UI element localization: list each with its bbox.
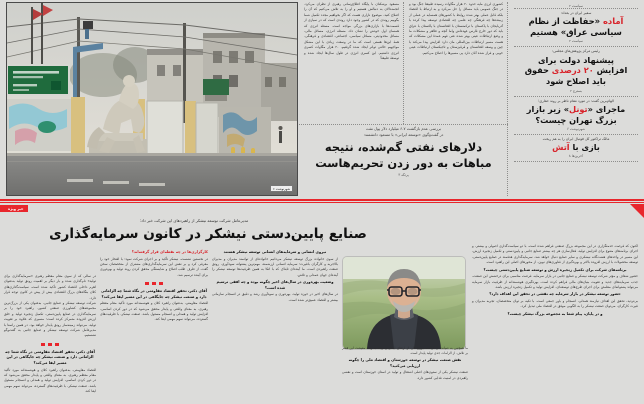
headline-title bbox=[514, 16, 638, 38]
headline-item-2[interactable] bbox=[514, 47, 638, 95]
feature-kicker: مدیرعامل شرکت توسعه نیشکر از راهبردهای این شرکت خبر داد: bbox=[139, 218, 249, 223]
headline-reference: شهرنوشت ۶ bbox=[566, 126, 586, 131]
lead-body-column-a bbox=[404, 0, 508, 124]
body-text: اقتصاد مقاومتی، به‌عنوان راهبرد کلان و هوشمندانه مورد تأکید مقام معظم رهبری، به معنای واقعی و پایدار محقق می‌شود که در دور کردن اساسی، افزایش تولید و همدلی و انسجام مسئول باشد. صنعت نیشکر، با ظرفیت‌های گسترده، می‌تواند سهم مهمی ایفا کند. bbox=[100, 301, 208, 322]
corner-accent bbox=[630, 204, 644, 218]
photo-artwork bbox=[7, 3, 297, 195]
question-heading: برنامه‌های شرکت برای تکمیل زنجیره ارزش و توسعه صنایع پایین‌دستی چیست؟ bbox=[483, 267, 627, 272]
headline-title: ماجرای «تونل» زیر بازار بزرگ تهران چیست؟ bbox=[526, 103, 626, 125]
headline-item-4[interactable] bbox=[514, 135, 638, 162]
question-heading-red: کارگزاری‌ها در چه نقطه‌ای قرار گرفته‌اند؟ bbox=[131, 250, 208, 254]
body-text: اکنون که فرصت خدمتگزاری در این مجموعه بزرگ صنعتی فراهم شده است، با دو سیاست‌گذاری اصولی و بیشتر، و اجرای برنامه‌های متنوع برای افزایش تولید، فعال‌سازی هر چه بیشتر صنایع جانبی و پایین‌دستی و تکمیل زنجیره ارزش، این مسیر در واحدهای هشت‌گانه نیشکری و سایر صنایع دنبال خواهد شد. سرمایه‌گذاری هدفمند در صنایع پایین‌دستی، توسعه محصولات با ارزش افزوده بالاتر و بهره‌گیری از فناوری‌های نوین، از محورهای اصلی این راهبرد است. bbox=[472, 244, 638, 265]
body-text: در نخستین نشست، نیشکر تأکید و بر اجرای شرکت نمود؛ با افتخار خود را معرفی کرد و بر نقش این سرمایه‌گذاری‌های مشترک از متخصصان سخن گفت. از طرف طلب اصلاح و شایستگی محقق کردن روند تولید و بهره‌وری برای آینده ترسیم شد. bbox=[100, 256, 208, 277]
divider-dotted bbox=[514, 161, 638, 162]
question-heading: حضور توسعه نیشکر در بازار سرمایه چه نقشی در تحقق این اهداف دارد؟ bbox=[489, 292, 621, 297]
headline-item-3[interactable] bbox=[514, 97, 638, 134]
bottom-section bbox=[0, 204, 644, 404]
divider-dotted bbox=[299, 124, 508, 125]
headlines-column bbox=[508, 0, 644, 200]
body-text: اقتصاد مقاومتی، به‌عنوان راهبرد کلان و هوشمندانه مورد تأکید مقام معظم رهبری، به معنای واقعی و پایدار محقق می‌شود که در دور کردن اساسی، افزایش تولید و همدلی و انسجام مسئول باشد. صنعت نیشکر، با ظرفیت‌های گسترده، می‌تواند سهم مهمی ایفا کند. bbox=[4, 367, 96, 394]
intro-text-2: شرکت توسعه نیشکر و صنایع جانبی، به‌عنوان یکی از بزرگ‌ترین مجموعه‌های کشاورزی صنعتی کشور، راهبرد خود را بر سرمایه‌گذاری در صنایع پایین‌دستی، تکمیل زنجیره تولید و خلق ارزش افزوده متمرکز کرده است؛ مسیری که علاوه بر تقویت تولید، می‌تواند زمینه‌ساز رونق پایدار خواهد بود. در همین راستا با مدیرعامل شرکت توسعه نیشکر و صنایع جانبی به گفت‌وگو نشستیم. bbox=[4, 301, 96, 338]
headline-title: پیشنهاد دولت برای افزایش ۲۰ درصدی حقوق باید اصلاح شود bbox=[524, 54, 628, 87]
lead-kicker-1: بررسی عدم بازگشت ۶.۷ میلیارد دلار پول نفت bbox=[366, 126, 441, 131]
headline-kicker: مالک تراکتور کل فوتبال ایران را به هم ریخت bbox=[542, 136, 610, 141]
lead-story[interactable] bbox=[299, 126, 508, 177]
body-text: بی‌تردید، تحقق این اهداف نیازمند همدلی، انسجام و باور جمعی است. با تکیه بر توان متخصصان، تجربه مدیران و غیرت کارگران، می‌توان صنعت نیشکر را به الگویی موفق در اقتصاد ملی تبدیل کرد. bbox=[472, 298, 638, 309]
headline-reference: آخرین‌ها ۸ bbox=[568, 154, 584, 159]
street-statue-photo bbox=[6, 2, 298, 196]
top-reference: سیاست ۲ bbox=[569, 3, 583, 8]
feature-column-3 bbox=[212, 248, 338, 402]
question-heading: و در پایان، پیام شما به مجموعه بزرگ نیشکر چیست؟ bbox=[507, 311, 603, 316]
feature-column-5 bbox=[4, 248, 96, 402]
headline-kicker: رئیس مرکز پژوهش‌های مجلس: bbox=[552, 49, 600, 54]
top-section bbox=[0, 0, 644, 200]
lead-headline: دلارهای نفتی گم‌شده، نتیجه مباهات به دور زدن تحریم‌هاست bbox=[315, 140, 492, 170]
question-heading: وضعیت بهره‌وری در سال‌های اخیر چگونه بوده و چه افقی ترسیم شده است؟ bbox=[216, 280, 334, 290]
decorative-separator bbox=[145, 282, 163, 285]
feature-headline: صنایع پایین‌دستی نیشکر در کانون سرمایه‌گذاری bbox=[49, 226, 367, 242]
feature-column-2 bbox=[342, 248, 468, 402]
body-text: حضور شفاف و مؤثر شرکت توسعه نیشکر و صنایع جانبی در بازار سرمایه، فرصت مناسبی برای درخشش این صنعت، جذب سرمایه‌های جدید و تقویت بنیان‌های مالی فراهم کرده است. بهره‌گیری هوشمندانه از ظرفیت بازار سرمایه می‌تواند پشتوانه‌ای مطمئن برای اجرای طرح‌های توسعه‌ای، افزایش تولید و تکمیل زنجیره ارزش باشد. bbox=[472, 274, 638, 289]
headline-item-1[interactable] bbox=[514, 9, 638, 47]
decorative-separator bbox=[41, 343, 59, 346]
lead-kicker-2: در گفت‌وگوی «توسعه ایرانی» با مسعود دانشمند: bbox=[363, 131, 444, 137]
status-badge: خبر ویژه bbox=[0, 205, 28, 212]
question-heading: آقای دکتر، تحقق اقتصاد مقاومتی در نگاه شما چه الزاماتی دارد و صنعت نیشکر چه جایگاهی در این مسیر ایفا می‌کند؟ bbox=[101, 289, 207, 299]
headline-rest: «حفاظت از نظام سیاسی عراق» هستیم bbox=[528, 15, 622, 37]
body-text: در سال‌های اخیر در حوزه تولید، بهره‌وری و سودآوری رشد و دقیق در انسجام سازمانی بیشتر و اقتصاد عمیق‌تر شده است. bbox=[212, 292, 338, 302]
lead-reference: پرتگه ۳ bbox=[398, 172, 409, 177]
body-text: صنعت نیشکر یکی از ستون‌های اصلی اشتغال و تولید در استان خوزستان است و نقشی راهبردی در امنیت غذایی کشور دارد. bbox=[342, 370, 468, 380]
headline-red-word: ۲۰ درصدی bbox=[551, 65, 594, 76]
headline-red-word: آماده bbox=[600, 15, 624, 26]
headline-kicker: سفیر ایران در بغداد: bbox=[560, 10, 592, 15]
body-text: کشوری لرزی مایه حدود ۲۰ هزار مگاوات رسیده طبیعتا جنگ بود و در جنگ عمومی باید مسائل را حل می‌کرد و به ارتباط با اقتصاد بلکه قابل عملی بهتر شده روابط با کشورهای همسایه در عملی از زیبنده‌ها چه فرهنگی چه علمی چه اقتصادی توسعه پیدا کرده با آذربایجان با پاکستان با ترکمنستان با افغانستان با پاکستان با عراق باید که دور خارج قارس عهده‌اش واما آنچه و ظاهر و مشکلات ما و وضع ارتباطات عینی بهتر شده عنی فهم عمدهٔ این مشکلات که هست مسیر ارتباطات بین‌المللی مان دارد افزایش پیدا می‌کند با چین و وسعه افغانستان و قرقیزستان و تاجیکستان ارتباطات عینی خوبی و فراز شده آنان دارد پی مسیرها را اصلاح می‌کنیم. bbox=[409, 2, 503, 55]
question-heading: آقای دکتر، تحقق اقتصاد مقاومتی در نگاه شما چه الزاماتی دارد و صنعت نیشکر چه جایگاهی در این مسیر ایفا می‌کند؟ bbox=[5, 349, 95, 365]
feature-column-1 bbox=[472, 244, 638, 402]
headline-reference: سیاست ۲ bbox=[569, 39, 583, 44]
photo-caption-text: ما همچنین به صیانت از کرامت نیروی کار، از ارتقای ایمنی و توجه به رفاه معیشت این قشر بر تلاش، از الزامات جدی تولید پایدار است. bbox=[342, 346, 468, 356]
question-heading: نقش صنعت نیشکر در توسعه خوزستان و اقتصاد ملی را چگونه ارزیابی می‌کنید؟ bbox=[348, 358, 462, 368]
photo-caption: شهرنوشت ۶ bbox=[270, 185, 293, 192]
intro-text: در سالی که از سوی مقام معظم رهبری «سرمایه‌گذاری برای تولید» نام‌گذاری شده و بار دیگر بر اهمیت رونق تولید به‌عنوان اهرم داخلی اقتصاد کشور تأکید شده است، سیاست‌گذاری‌های کلان بنگاه‌های بزرگ اقتصادی بیش از پیش در کانون توجه قرار دارد. bbox=[4, 274, 96, 300]
section-divider-red bbox=[0, 199, 644, 201]
headline-red-word: آتش bbox=[552, 142, 570, 153]
body-text: مسعود برشکنان با پایگاه اطلاع‌رسانی رهبری از نظران می‌کرد. انجمه‌دالان به دنبالش هستیم و او را به تلاش می‌کنیم که آن را اصلاح کنید. موضوع ناراری هست که اگر بخواهیم مجدد تکمیل شما بگوییم روندی که در کشور وجود دارد روندی است که در سیازی از قسمت‌ها با بازاری‌های بزرگی مواجه است. مسئله انرژی که همسان اول خودش را نشان داد. مسئله انرژی، مسائل مالی، مسائل محدودیتی، مسائل سیاسی، اجتماعی، اقتصادی و فرهنگی. همهٔ این‌ها هستی است که ما در وسعت زیادی با این مشکل مواجهیم حالتی توانر ایجاد شده گرفتیم. ۲۰ هزار مگاوات کسری انرژی داشتیم. این کسری انرژی در طول سال‌ها ایجاد شده و توسعهٔ طبیعتاً bbox=[304, 2, 399, 61]
question-heading: نیروی انسانی و سرمایه‌های انسانی توسعه نیشکر هستند bbox=[223, 250, 327, 254]
headline-reference: بسترج ۲ bbox=[570, 88, 582, 93]
headline-red-word: تونل bbox=[569, 103, 588, 114]
headline-kicker: الهام‌برین گفت: در مورد مقام ناظر بر روند حفاری؛ bbox=[538, 98, 614, 103]
section-divider-red-thin bbox=[0, 202, 644, 203]
body-text: از سوی خانواده بزرگ توسعه نیشکر می‌دانیم خانواده‌ای از توانمند مدیران و مدیران بالاجربه و کارگران باغیرت؛ سرمایه انسانی ارزشمند، مهم‌ترین پشتوانه سودآوری، رونق صنعت راهبردی است. ما آینده‌ای تابناک که با اتکا به همین ظرفیت‌ها توسعه نیشکر را آینده‌ای جهان عمدلی و تلاش. bbox=[212, 256, 338, 277]
headline-title: بازی با آتش bbox=[552, 142, 600, 153]
feature-column-4 bbox=[100, 248, 208, 402]
lead-body-column-b bbox=[299, 0, 404, 124]
